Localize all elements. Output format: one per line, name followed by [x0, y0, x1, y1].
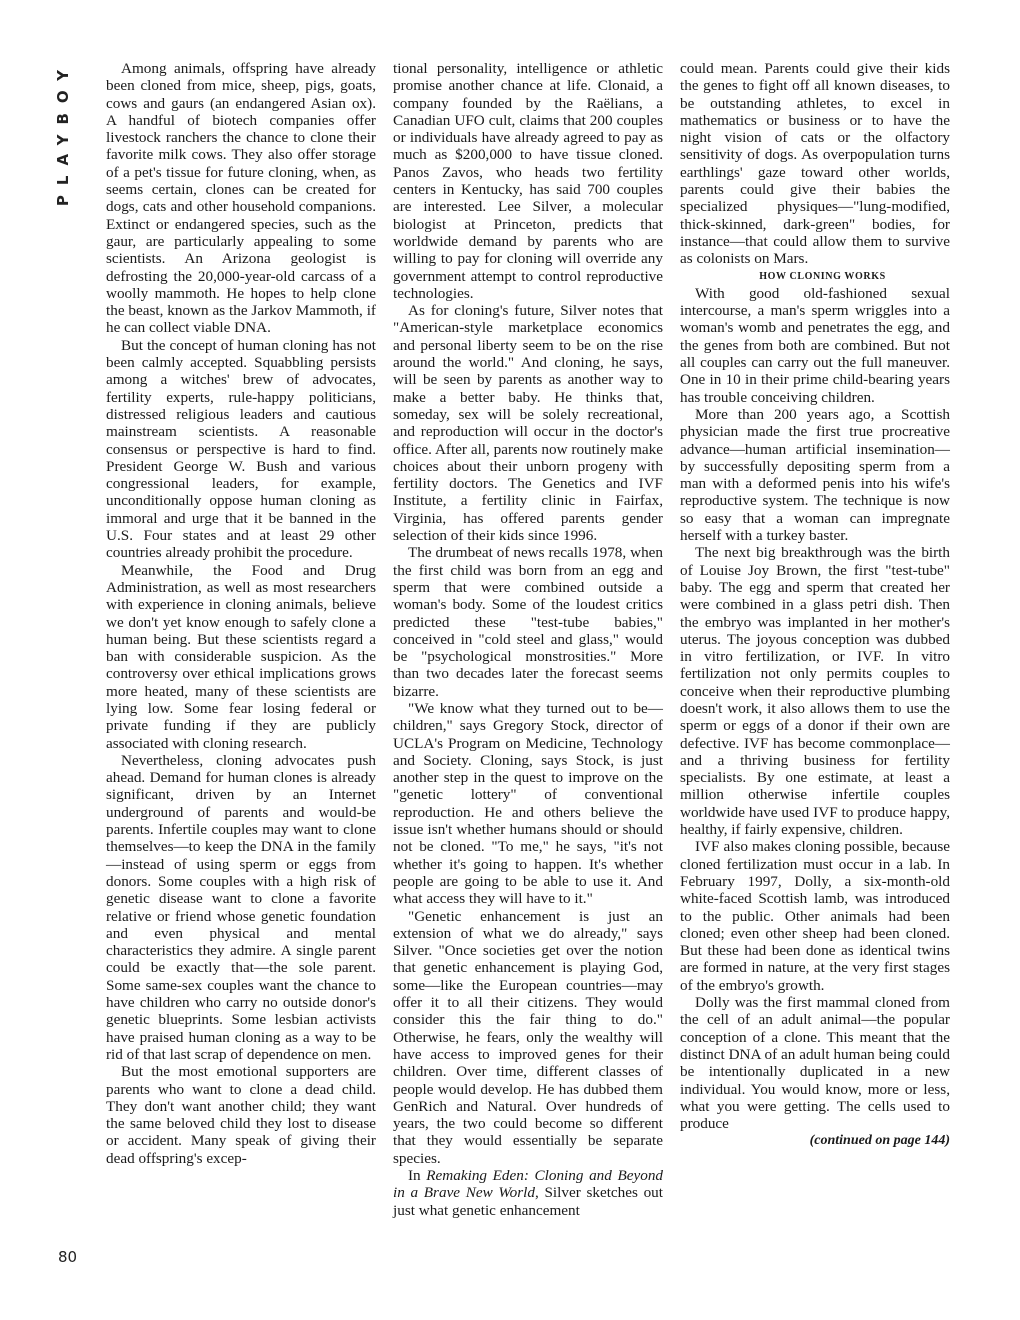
paragraph: The next big breakthrough was the birth of Louise Joy Brown, the first "test-tube" baby. The egg and sperm that created her were combined in a glass petri dish. Then the embryo was implanted in her mother's uterus. The joyous conception was dubbed in vitro fertilization, or IVF. In vitro fertilization not only permits couples to conceive when their reproductive plumbing doesn't work, it also allows them to use the sperm or eggs of a donor if their own are defective. IVF has become commonplace—and a thriving business for fertility specialists. By one estimate, at least a million otherwise infertile couples worldwide have used IVF to produce happy, healthy, if fairly expensive, children.: [680, 544, 950, 839]
paragraph: Meanwhile, the Food and Drug Administration, as well as most researchers with experience in cloning animals, believe we don't yet know enough to safely clone a human being. But these scientists regard a ban with considerable suspicion. As the controversy over ethical implications grows more heated, many of these scientists are lying low. Some fear losing federal or private funding if they are publicly associated with cloning research.: [106, 561, 376, 752]
paragraph: IVF also makes cloning possible, because cloned fertilization must occur in a lab. In February 1997, Dolly, a six-month-old white-faced Scottish lamb, was introduced to the public. Other animals had been cloned; even other sheep had been cloned. But these had been done as identical twins are formed in nature, at the very first stages of the embryo's growth.: [680, 838, 950, 994]
article-column-2: [393, 60, 663, 1219]
paragraph: The drumbeat of news recalls 1978, when the first child was born from an egg and sperm that were combined outside a woman's body. Some of the loudest critics predicted these "test-tube babies," conceived in "cold steel and glass," would be "psychological monstrosities." More than two decades later the forecast seems bizarre.: [393, 544, 663, 700]
paragraph: More than 200 years ago, a Scottish physician made the first true procreative advance—human artificial insemination—by successfully depositing sperm from a man with a deformed penis into his wife's reproductive system. The technique is now so easy that a woman can impregnate herself with a turkey baster.: [680, 405, 950, 545]
book-title: Remaking Eden: Cloning and Beyond in a Brave New World: [393, 1167, 664, 1202]
masthead-text: PLAYBOY: [54, 60, 72, 207]
magazine-masthead: [54, 60, 76, 230]
paragraph: "We know what they turned out to be—children," says Gregory Stock, director of UCLA's Program on Medicine, Technology and Society. Cloning, says Stock, is just another step in the quest to improve on the "genetic lottery" of conventional reproduction. He and others believe the issue isn't whether humans should or should not be cloned. "To me," he says, "it's not whether it's going to happen. It's whether people are going to be able to use it. And what access they will have to it.": [393, 699, 663, 908]
continued-note: (continued on page 144): [809, 1133, 950, 1149]
paragraph: could mean. Parents could give their kids the genes to fight off all known diseases, to be outstanding athletes, to excel in mathematics or business or to have the night vision of cats or the olfactory sensitivity of dogs. As overpopulation turns earthlings' gaze toward other worlds, parents could give their babies the specialized physiques—"lung-modified, thick-skinned, dark-green" bodies, for instance—that could allow them to survive as colonists on Mars.: [680, 60, 950, 268]
paragraph: With good old-fashioned sexual intercourse, a man's sperm wriggles into a woman's womb and penetrates the egg, and the genes from both are combined. But not all couples can carry out the full maneuver. One in 10 in their prime child-bearing years has trouble conceiving children.: [680, 284, 950, 406]
book-reference-intro: In: [408, 1167, 427, 1184]
paragraph: But the concept of human cloning has not been calmly accepted. Squabbling persists among a witches' brew of advocates, fertility experts, rule-happy politicians, distressed religious leaders and cautious mainstream scientists. A reasonable consensus or perspective is hard to find. President George W. Bush and various congressional leaders, for example, unconditionally oppose human cloning as immoral and urge that it be banned in the U.S. Four states and at least 29 other countries already prohibit the procedure.: [106, 336, 376, 562]
paragraph: But the most emotional supporters are parents who want to clone a dead child. They don't want another child; they want the same beloved child they lost to disease or accident. Many speak of giving their dead offspring's excep-: [106, 1063, 376, 1167]
paragraph: Nevertheless, cloning advocates push ahead. Demand for human clones is already significant, driven by an Internet underground of parents and would-be parents. Infertile couples may want to clone themselves—to keep the DNA in the family—instead of using sperm or eggs from donors. Some couples with a high risk of genetic disease want to clone a favorite relative or friend whose genetic foundation and even physical and mental characteristics they admire. A single parent could be exactly that—the sole parent. Some same-sex couples want the chance to have children who carry no outside donor's genetic blueprints. Some lesbian activists have praised human cloning as a way to be rid of that last scrap of dependence on men.: [106, 751, 376, 1063]
paragraph: As for cloning's future, Silver notes that "American-style marketplace economics and personal liberty seem to be on the rise around the world." And cloning, he says, will be seen by parents as another way to make a better baby. He thinks that, someday, sex will be solely recreational, and reproduction will occur in the doctor's office. After all, parents now routinely make choices about their unborn progeny with fertility doctors. The Genetics and IVF Institute, a fertility clinic in Fairfax, Virginia, has offered parents gender selection of their kids since 1996.: [393, 302, 663, 545]
paragraph: tional personality, intelligence or athletic promise another chance at life. Clonaid, a company founded by the Raëlians, a Canadian UFO cult, claims that 200 couples or individuals have already agreed to pay as much as $200,000 to have tissue cloned. Panos Zavos, who heads two fertility centers in Kentucky, has said 700 couples are interested. Lee Silver, a molecular biologist at Princeton, predicts that worldwide demand by parents who are willing to pay for cloning will override any government attempt to control reproductive technologies.: [393, 60, 663, 302]
paragraph: "Genetic enhancement is just an extension of what we do already," says Silver. "Once societies get over the notion that genetic enhancement is playing God, some—like the European countries—may offer it to all their citizens. They would consider this the fair thing to do." Otherwise, he fears, only the wealthy will have access to improved genes for their children. Over time, different classes of people would develop. He has dubbed them GenRich and Natural. Over hundreds of years, the two could become so different that they would essentially be separate species.: [393, 907, 663, 1167]
page-number: 80: [58, 1248, 78, 1266]
paragraph: Dolly was the first mammal cloned from the cell of an adult animal—the popular conception of a clone. This meant that the distinct DNA of an adult human being could be intentionally duplicated in a new individual. You would know, more or less, what you were getting. The cells used to produce: [680, 994, 950, 1133]
article-column-3: [680, 60, 950, 1150]
section-subhead: HOW CLONING WORKS: [759, 270, 886, 282]
paragraph: Among animals, offspring have already been cloned from mice, sheep, pigs, goats, cows and gaurs (an endangered Asian ox). A handful of biotech companies offer livestock ranchers the chance to clone their favorite milk cows. They also offer storage of a pet's tissue for future cloning, when, as seems certain, clones can be created for dogs, cats and other household companions. Extinct or endangered species, such as the gaur, are particularly appealing to some scientists. An Arizona geologist is defrosting the 20,000-year-old carcass of a woolly mammoth. He hopes to help clone the beast, known as the Jarkov Mammoth, if he can collect viable DNA.: [106, 60, 376, 337]
paragraph-book-reference: [393, 1167, 663, 1219]
book-reference-rest: , Silver sketches out just what genetic enhancement: [393, 1184, 663, 1219]
article-column-1: [106, 60, 376, 1167]
